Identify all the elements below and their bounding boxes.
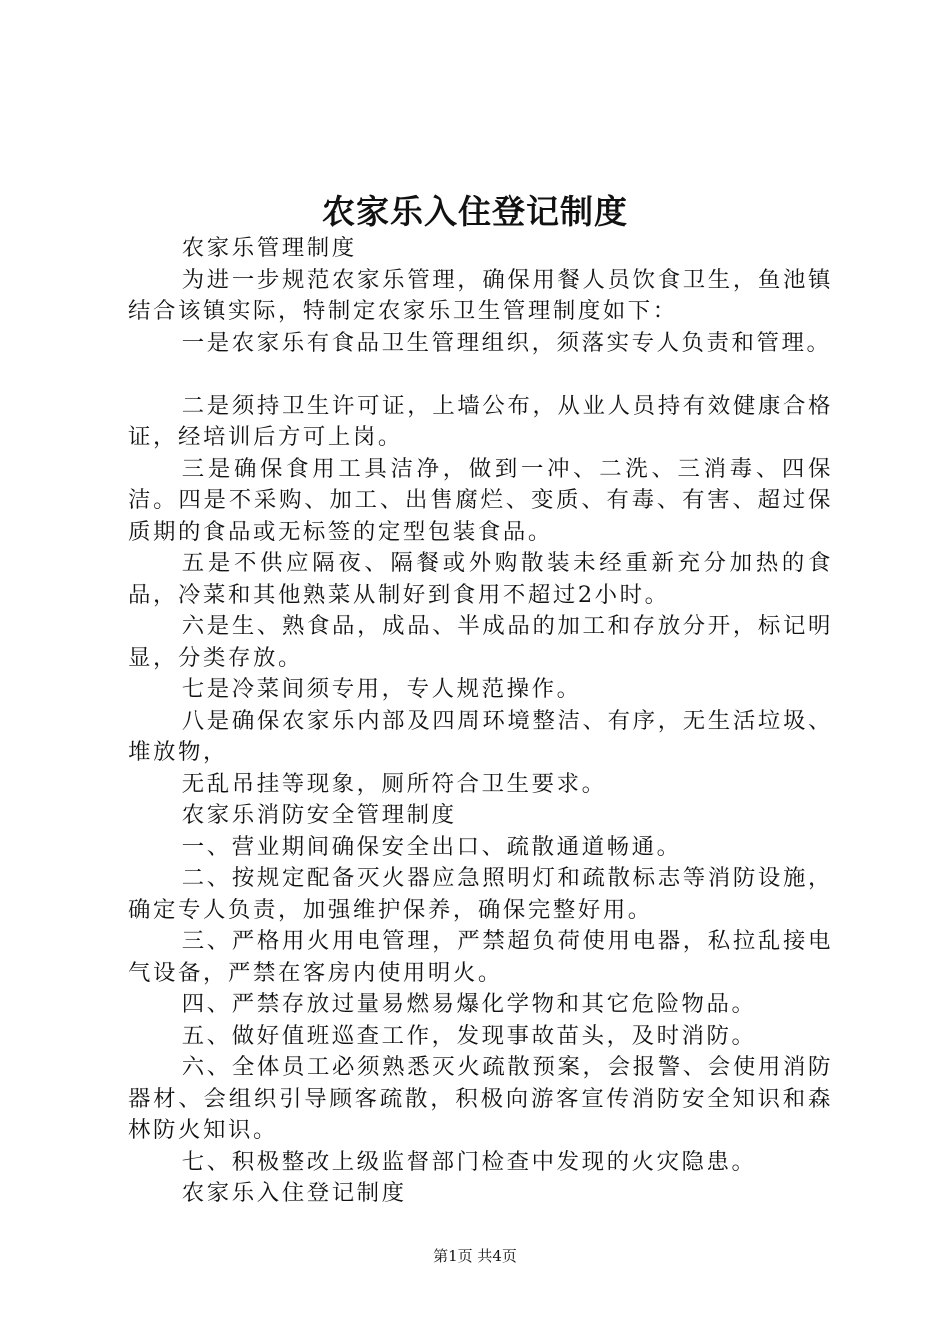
paragraph-rule-8-cont: 无乱吊挂等现象，厕所符合卫生要求。: [181, 770, 607, 797]
paragraph-fire-6: 六、全体员工必须熟悉灭火疏散预案，会报警、会使用消防器材、会组织引导顾客疏散，积极向游客宣传消防安全知识和森林防火知识。: [128, 1054, 833, 1143]
paragraph-fire-4: 四、严禁存放过量易燃易爆化学物和其它危险物品。: [181, 991, 757, 1017]
section-heading-fire-safety: 农家乐消防安全管理制度: [181, 802, 457, 828]
document-title: 农家乐入住登记制度: [322, 192, 628, 231]
document-body: [128, 233, 833, 1210]
section-heading-management: 农家乐管理制度: [181, 235, 357, 261]
paragraph-fire-7: 七、积极整改上级监督部门检查中发现的火灾隐患。: [181, 1148, 757, 1175]
blank-line: [128, 359, 833, 391]
paragraph-rule-6: 六是生、熟食品，成品、半成品的加工和存放分开，标记明显，分类存放。: [128, 613, 833, 671]
paragraph-rule-1: 一是农家乐有食品卫生管理组织，须落实专人负责和管理。: [181, 329, 832, 356]
paragraph-fire-5: 五、做好值班巡查工作，发现事故苗头，及时消防。: [181, 1022, 757, 1049]
section-heading-checkin: 农家乐入住登记制度: [181, 1180, 407, 1206]
paragraph-intro: 为进一步规范农家乐管理，确保用餐人员饮食卫生，鱼池镇结合该镇实际，特制定农家乐卫生管理制度如下：: [128, 266, 833, 324]
paragraph-rule-5: 五是不供应隔夜、隔餐或外购散装未经重新充分加热的食品，冷菜和其他熟菜从制好到食用不超过2小时。: [128, 550, 833, 608]
paragraph-rule-2: 二是须持卫生许可证，上墙公布，从业人员持有效健康合格证，经培训后方可上岗。: [128, 392, 833, 450]
paragraph-rule-7: 七是冷菜间须专用，专人规范操作。: [181, 676, 582, 702]
paragraph-fire-2: 二、按规定配备灭火器应急照明灯和疏散标志等消防设施，确定专人负责，加强维护保养，确保完整好用。: [128, 865, 833, 923]
paragraph-fire-1: 一、营业期间确保安全出口、疏散通道畅通。: [181, 833, 682, 860]
page-footer: 第1页 共4页: [433, 1247, 517, 1265]
paragraph-fire-3: 三、严格用火用电管理，严禁超负荷使用电器，私拉乱接电气设备，严禁在客房内使用明火。: [128, 928, 833, 986]
paragraph-rule-3-4: 三是确保食用工具洁净，做到一冲、二洗、三消毒、四保洁。四是不采购、加工、出售腐烂、变质、有毒、有害、超过保质期的食品或无标签的定型包装食品。: [128, 455, 833, 545]
paragraph-rule-8: 八是确保农家乐内部及四周环境整洁、有序，无生活垃圾、堆放物，: [128, 707, 833, 765]
